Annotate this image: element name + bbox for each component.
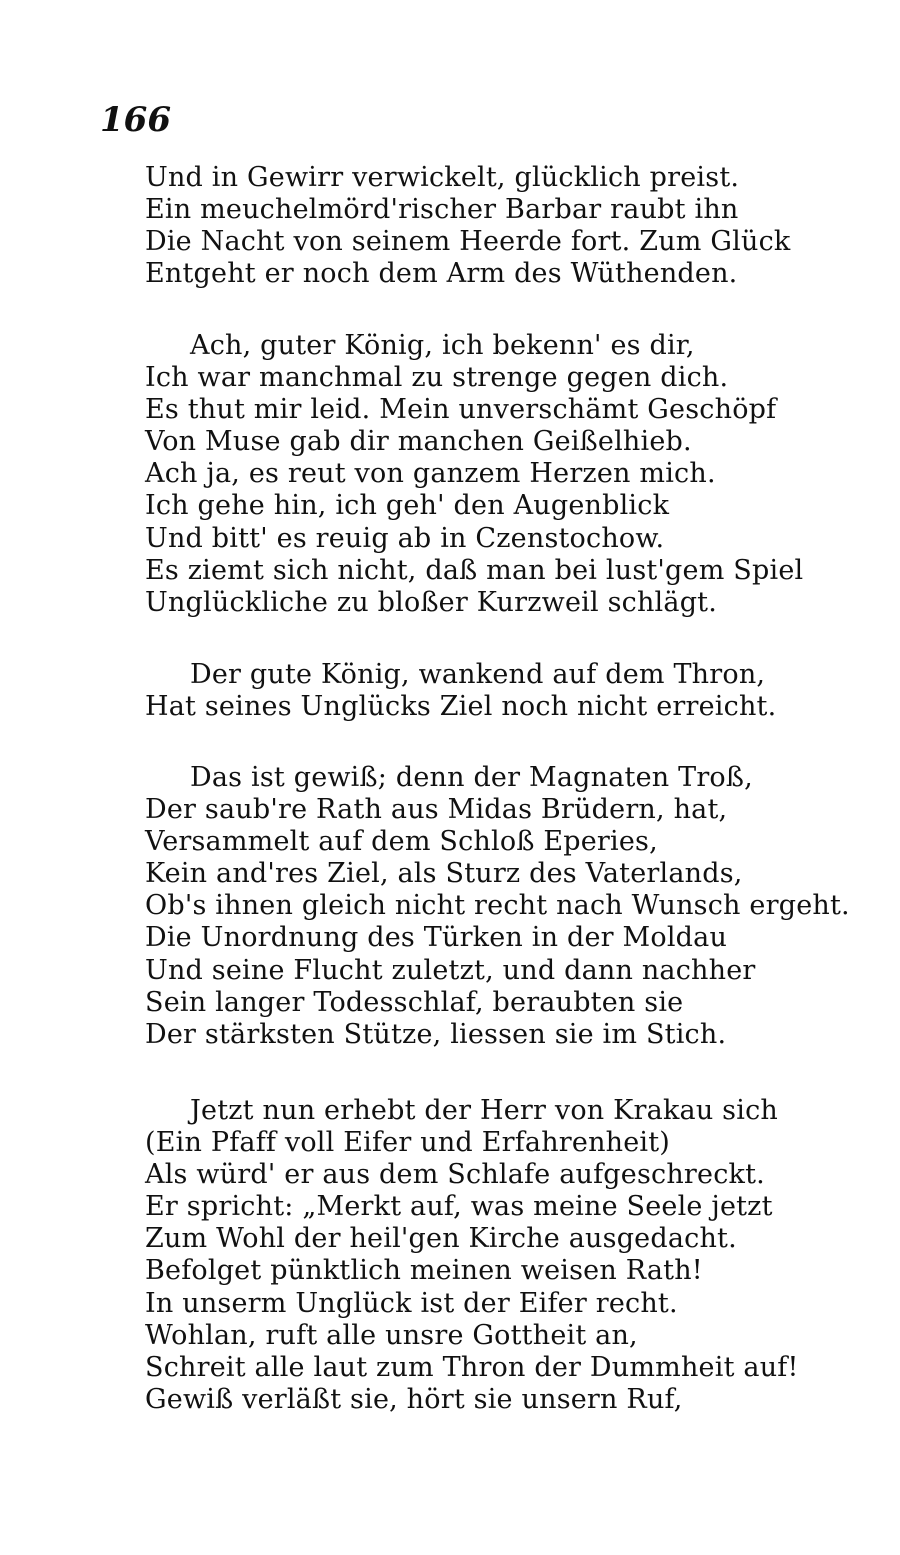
verse-line: Schreit alle laut zum Thron der Dummheit auf! [145, 1351, 799, 1383]
verse-line: Und bitt' es reuig ab in Czenstochow. [145, 522, 665, 554]
verse-line: Sein langer Todesschlaf, beraubten sie [145, 986, 684, 1018]
verse-line: Als würd' er aus dem Schlafe aufgeschreckt. [145, 1159, 765, 1191]
verse-line: Der stärksten Stütze, liessen sie im Stich. [145, 1018, 727, 1050]
verse-line: Ein meuchelmörd'rischer Barbar raubt ihn [145, 194, 739, 226]
verse-line: Versammelt auf dem Schloß Eperies, [145, 826, 658, 858]
verse-line: Gewiß verläßt sie, hört sie unsern Ruf, [145, 1383, 683, 1415]
verse-line: Hat seines Unglücks Ziel noch nicht erreicht. [145, 691, 777, 723]
verse-line: Es thut mir leid. Mein unverschämt Geschöpf [145, 394, 777, 426]
verse-line: Jetzt nun erhebt der Herr von Krakau sich [190, 1095, 778, 1126]
verse-line: Der gute König, wankend auf dem Thron, [190, 659, 766, 690]
verse-line: In unserm Unglück ist der Eifer recht. [145, 1287, 678, 1319]
verse-line: Von Muse gab dir manchen Geißelhieb. [145, 426, 692, 458]
verse-line: Kein and'res Ziel, als Sturz des Vaterlands, [145, 858, 743, 890]
verse-line: Und seine Flucht zuletzt, und dann nachher [145, 954, 756, 986]
verse-line: Ich war manchmal zu strenge gegen dich. [145, 362, 729, 394]
stanza-5 [145, 1095, 875, 1416]
verse-line: Ach, guter König, ich bekenn' es dir, [190, 330, 695, 361]
verse-line: Zum Wohl der heil'gen Kirche ausgedacht. [145, 1223, 737, 1255]
verse-line: Unglückliche zu bloßer Kurzweil schlägt. [145, 586, 718, 618]
verse-line: Die Nacht von seinem Heerde fort. Zum Glück [145, 226, 791, 258]
verse-line: Er spricht: „Merkt auf, was meine Seele jetzt [145, 1191, 773, 1223]
verse-line: Ach ja, es reut von ganzem Herzen mich. [145, 458, 716, 490]
verse-line: Der saub're Rath aus Midas Brüdern, hat, [145, 794, 728, 826]
page-number: 166 [100, 100, 171, 140]
verse-line: Und in Gewirr verwickelt, glücklich preist. [145, 162, 740, 193]
stanza-1 [145, 162, 875, 290]
stanza-2 [145, 330, 875, 619]
verse-line: (Ein Pfaff voll Eifer und Erfahrenheit) [145, 1127, 671, 1159]
verse-line: Ich gehe hin, ich geh' den Augenblick [145, 490, 670, 522]
stanza-4 [145, 762, 875, 1051]
verse-line: Es ziemt sich nicht, daß man bei lust'gem Spiel [145, 554, 804, 586]
stanza-3 [145, 659, 875, 723]
verse-line: Die Unordnung des Türken in der Moldau [145, 922, 728, 954]
verse-line: Das ist gewiß; denn der Magnaten Troß, [190, 762, 753, 793]
verse-line: Wohlan, ruft alle unsre Gottheit an, [145, 1319, 638, 1351]
verse-line: Befolget pünktlich meinen weisen Rath! [145, 1255, 703, 1287]
verse-line: Ob's ihnen gleich nicht recht nach Wunsch ergeht. [145, 890, 850, 922]
verse-line: Entgeht er noch dem Arm des Wüthenden. [145, 258, 738, 290]
